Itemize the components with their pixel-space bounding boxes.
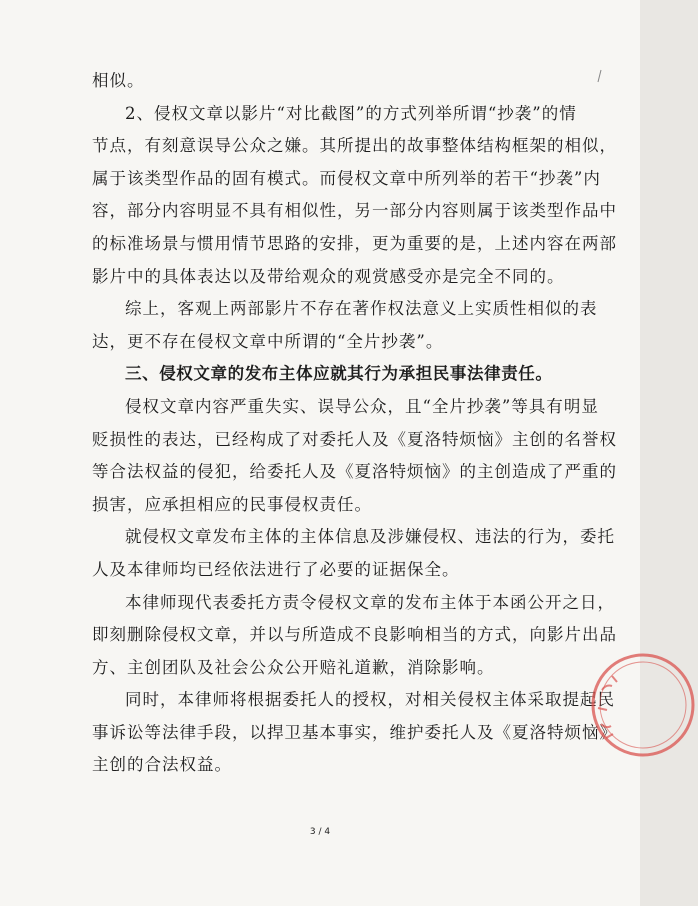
text-line: 同时，本律师将根据委托人的授权，对相关侵权主体采取提起民 xyxy=(125,690,615,710)
text-line: 事诉讼等法律手段，以捍卫基本事实，维护委托人及《夏洛特烦恼》 xyxy=(92,722,617,742)
page-number: 3 / 4 xyxy=(309,827,331,837)
text-line: 2、侵权文章以影片“对比截图”的方式列举所谓“抄袭”的情 xyxy=(125,103,577,123)
text-line: 属于该类型作品的固有模式。而侵权文章中所列举的若干“抄袭”内 xyxy=(92,168,601,188)
text-line: 贬损性的表达，已经构成了对委托人及《夏洛特烦恼》主创的名誉权 xyxy=(92,429,617,449)
text-line: 损害，应承担相应的民事侵权责任。 xyxy=(92,494,372,514)
law-firm-seal xyxy=(588,650,698,760)
text-line: 等合法权益的侵犯，给委托人及《夏洛特烦恼》的主创造成了严重的 xyxy=(92,462,617,482)
text-line: 综上，客观上两部影片不存在著作权法意义上实质性相似的表 xyxy=(125,299,598,319)
text-line: 就侵权文章发布主体的主体信息及涉嫌侵权、违法的行为，委托 xyxy=(125,527,615,547)
pen-mark xyxy=(596,70,604,82)
text-line: 容，部分内容明显不具有相似性，另一部分内容则属于该类型作品中 xyxy=(92,201,617,221)
text-line: 主创的合法权益。 xyxy=(92,755,232,775)
text-line: 达，更不存在侵权文章中所谓的“全片抄袭”。 xyxy=(92,331,444,351)
text-line: 的标准场景与惯用情节思路的安排，更为重要的是，上述内容在两部 xyxy=(92,233,617,253)
document-body xyxy=(92,71,617,789)
text-line: 即刻删除侵权文章，并以与所造成不良影响相当的方式，向影片出品 xyxy=(92,625,617,645)
text-line: 人及本律师均已经依法进行了必要的证据保全。 xyxy=(92,559,460,579)
text-line: 影片中的具体表达以及带给观众的观赏感受亦是完全不同的。 xyxy=(92,266,565,286)
text-line: 侵权文章内容严重失实、误导公众，且“全片抄袭”等具有明显 xyxy=(125,396,599,416)
text-line: 节点，有刻意误导公众之嫌。其所提出的故事整体结构框架的相似， xyxy=(92,136,617,156)
text-line: 本律师现代表委托方责令侵权文章的发布主体于本函公开之日， xyxy=(125,592,615,612)
section-heading: 三、侵权文章的发布主体应就其行为承担民事法律责任。 xyxy=(125,364,553,384)
text-line: 相似。 xyxy=(92,71,145,90)
text-line: 方、主创团队及社会公众公开赔礼道歉，消除影响。 xyxy=(92,657,495,677)
